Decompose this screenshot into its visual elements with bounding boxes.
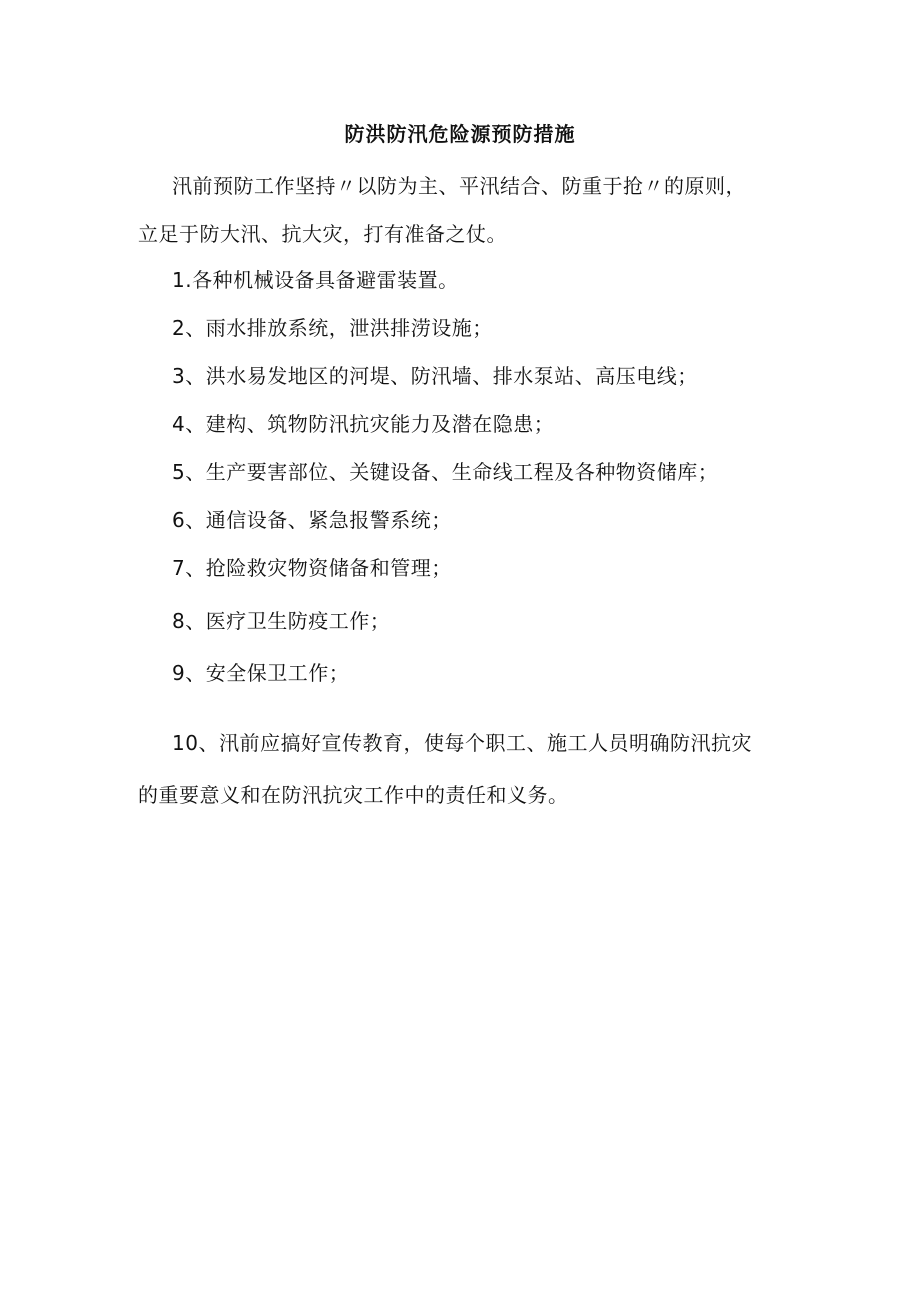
intro-line-1: 汛前预防工作坚持〃以防为主、平汛结合、防重于抢〃的原则， [172,174,746,198]
list-item-9: 9、安全保卫工作； [172,661,350,685]
list-item-3: 3、洪水易发地区的河堤、防汛墙、排水泵站、高压电线； [172,364,698,388]
list-item-1: 1.各种机械设备具备避雷装置。 [172,268,459,292]
list-item-6: 6、通信设备、紧急报警系统； [172,508,452,532]
list-item-2: 2、雨水排放系统，泄洪排涝设施； [172,316,493,340]
list-item-10-line-2: 的重要意义和在防汛抗灾工作中的责任和义务。 [138,783,569,807]
list-item-8: 8、医疗卫生防疫工作； [172,609,391,633]
list-item-5: 5、生产要害部位、关键设备、生命线工程及各种物资储库； [172,460,719,484]
intro-line-2: 立足于防大汛、抗大灾，打有准备之仗。 [138,222,507,246]
list-item-4: 4、建构、筑物防汛抗灾能力及潜在隐患； [172,412,555,436]
list-item-7: 7、抢险救灾物资储备和管理； [172,556,452,580]
document-title: 防洪防汛危险源预防措施 [344,122,576,146]
list-item-10-line-1: 10、汛前应搞好宣传教育，使每个职工、施工人员明确防汛抗灾 [172,731,752,755]
